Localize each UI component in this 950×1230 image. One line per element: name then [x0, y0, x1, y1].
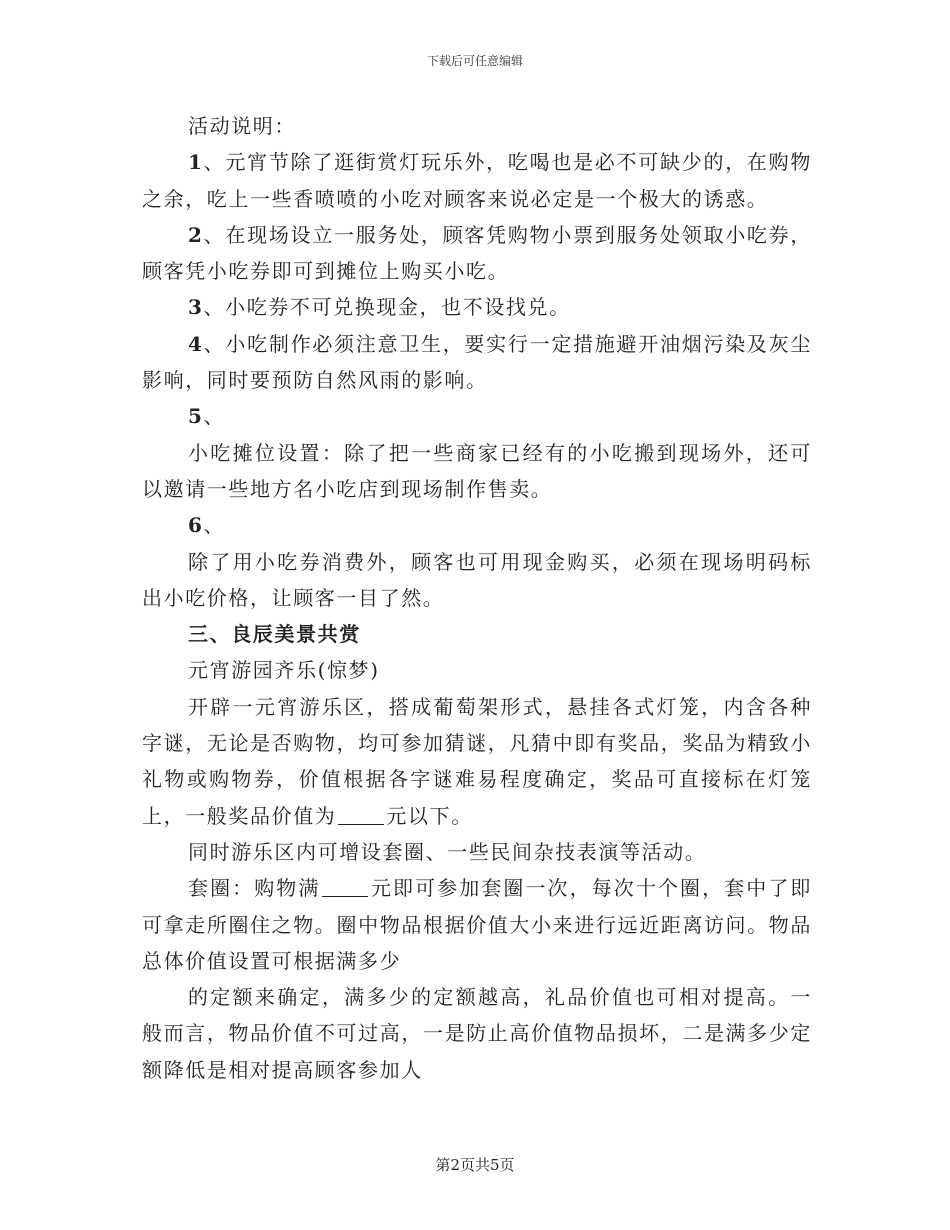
- paragraph-ring-toss: [142, 870, 812, 979]
- list-item-6-number: 6: [188, 513, 204, 538]
- section-heading: 三、良辰美景共赏: [188, 622, 361, 647]
- list-item-6-label: [142, 507, 812, 543]
- footer-prefix: 第: [435, 1156, 451, 1174]
- list-item-2-text: 、在现场设立一服务处，顾客凭购物小票到服务处领取小吃券，顾客凭小吃券即可到摊位上购买小吃。: [142, 222, 812, 284]
- paragraph-lantern-riddles-part1: 开辟一元宵游乐区，搭成葡萄架形式，悬挂各式灯笼，内含各种字谜，无论是否购物，均可参加猜谜，凡猜中即有奖品，奖品为精致小礼物或购物券，价值根据各字谜难易程度确定，奖品可直接标在灯笼上，一般奖品价值为: [142, 694, 812, 828]
- blank-fill-line: [322, 878, 368, 897]
- list-item-4: [142, 326, 812, 399]
- list-item-6-separator: 、: [203, 513, 226, 538]
- footer-middle: 页共: [459, 1156, 490, 1174]
- list-item-2-number: 2: [188, 222, 204, 247]
- document-body: [142, 108, 812, 1088]
- paragraph-ring-toss-part2: 元即可参加套圈一次，每次十个圈，套中了即可拿走所圈住之物。圈中物品根据价值大小来进行远近距离访问。物品总体价值设置可根据满多少: [142, 876, 812, 973]
- subheading: 元宵游园齐乐(惊梦): [188, 658, 380, 683]
- page-header: 下载后可任意编辑: [426, 54, 523, 68]
- list-item-2: [142, 217, 812, 290]
- paragraph-lantern-riddles-part2: 元以下。: [386, 803, 473, 828]
- footer-current-page: 2: [450, 1156, 460, 1174]
- list-item-3-number: 3: [188, 295, 204, 320]
- list-item-1-number: 1: [188, 150, 204, 175]
- paragraph-lantern-riddles: [142, 689, 812, 834]
- list-item-5-separator: 、: [203, 404, 226, 429]
- intro-paragraph: 活动说明：: [188, 114, 296, 138]
- list-item-4-number: 4: [188, 331, 204, 356]
- footer-total-pages: 5: [490, 1156, 500, 1174]
- list-item-3-text: 、小吃券不可兑换现金，也不设找兑。: [203, 295, 571, 320]
- list-item-4-text: 、小吃制作必须注意卫生，要实行一定措施避开油烟污染及灰尘影响，同时要预防自然风雨的影响。: [142, 331, 812, 393]
- list-item-5-number: 5: [188, 404, 204, 429]
- page-footer: [0, 1154, 950, 1175]
- list-item-1-text: 、元宵节除了逛街赏灯玩乐外，吃喝也是必不可缺少的，在购物之余，吃上一些香喷喷的小吃对顾客来说必定是一个极大的诱惑。: [142, 150, 812, 211]
- paragraph-ring-toss-part1: 套圈：购物满: [188, 876, 321, 901]
- footer-suffix: 页: [499, 1156, 515, 1174]
- list-item-1: [142, 144, 812, 217]
- list-item-5-label: [142, 398, 812, 434]
- list-item-3: [142, 289, 812, 325]
- paragraph-activities: 同时游乐区内可增设套圈、一些民间杂技表演等活动。: [188, 839, 707, 864]
- list-item-5-text: 小吃摊位设置：除了把一些商家已经有的小吃搬到现场外，还可以邀请一些地方名小吃店到现场制作售卖。: [142, 440, 812, 501]
- paragraph-quota: 的定额来确定，满多少的定额越高，礼品价值也可相对提高。一般而言，物品价值不可过高，一是防止高价值物品损坏，二是满多少定额降低是相对提高顾客参加人: [142, 985, 812, 1082]
- list-item-6-text: 除了用小吃券消费外，顾客也可用现金购买，必须在现场明码标出小吃价格，让顾客一目了然。: [142, 549, 812, 610]
- blank-fill-line: [338, 806, 384, 825]
